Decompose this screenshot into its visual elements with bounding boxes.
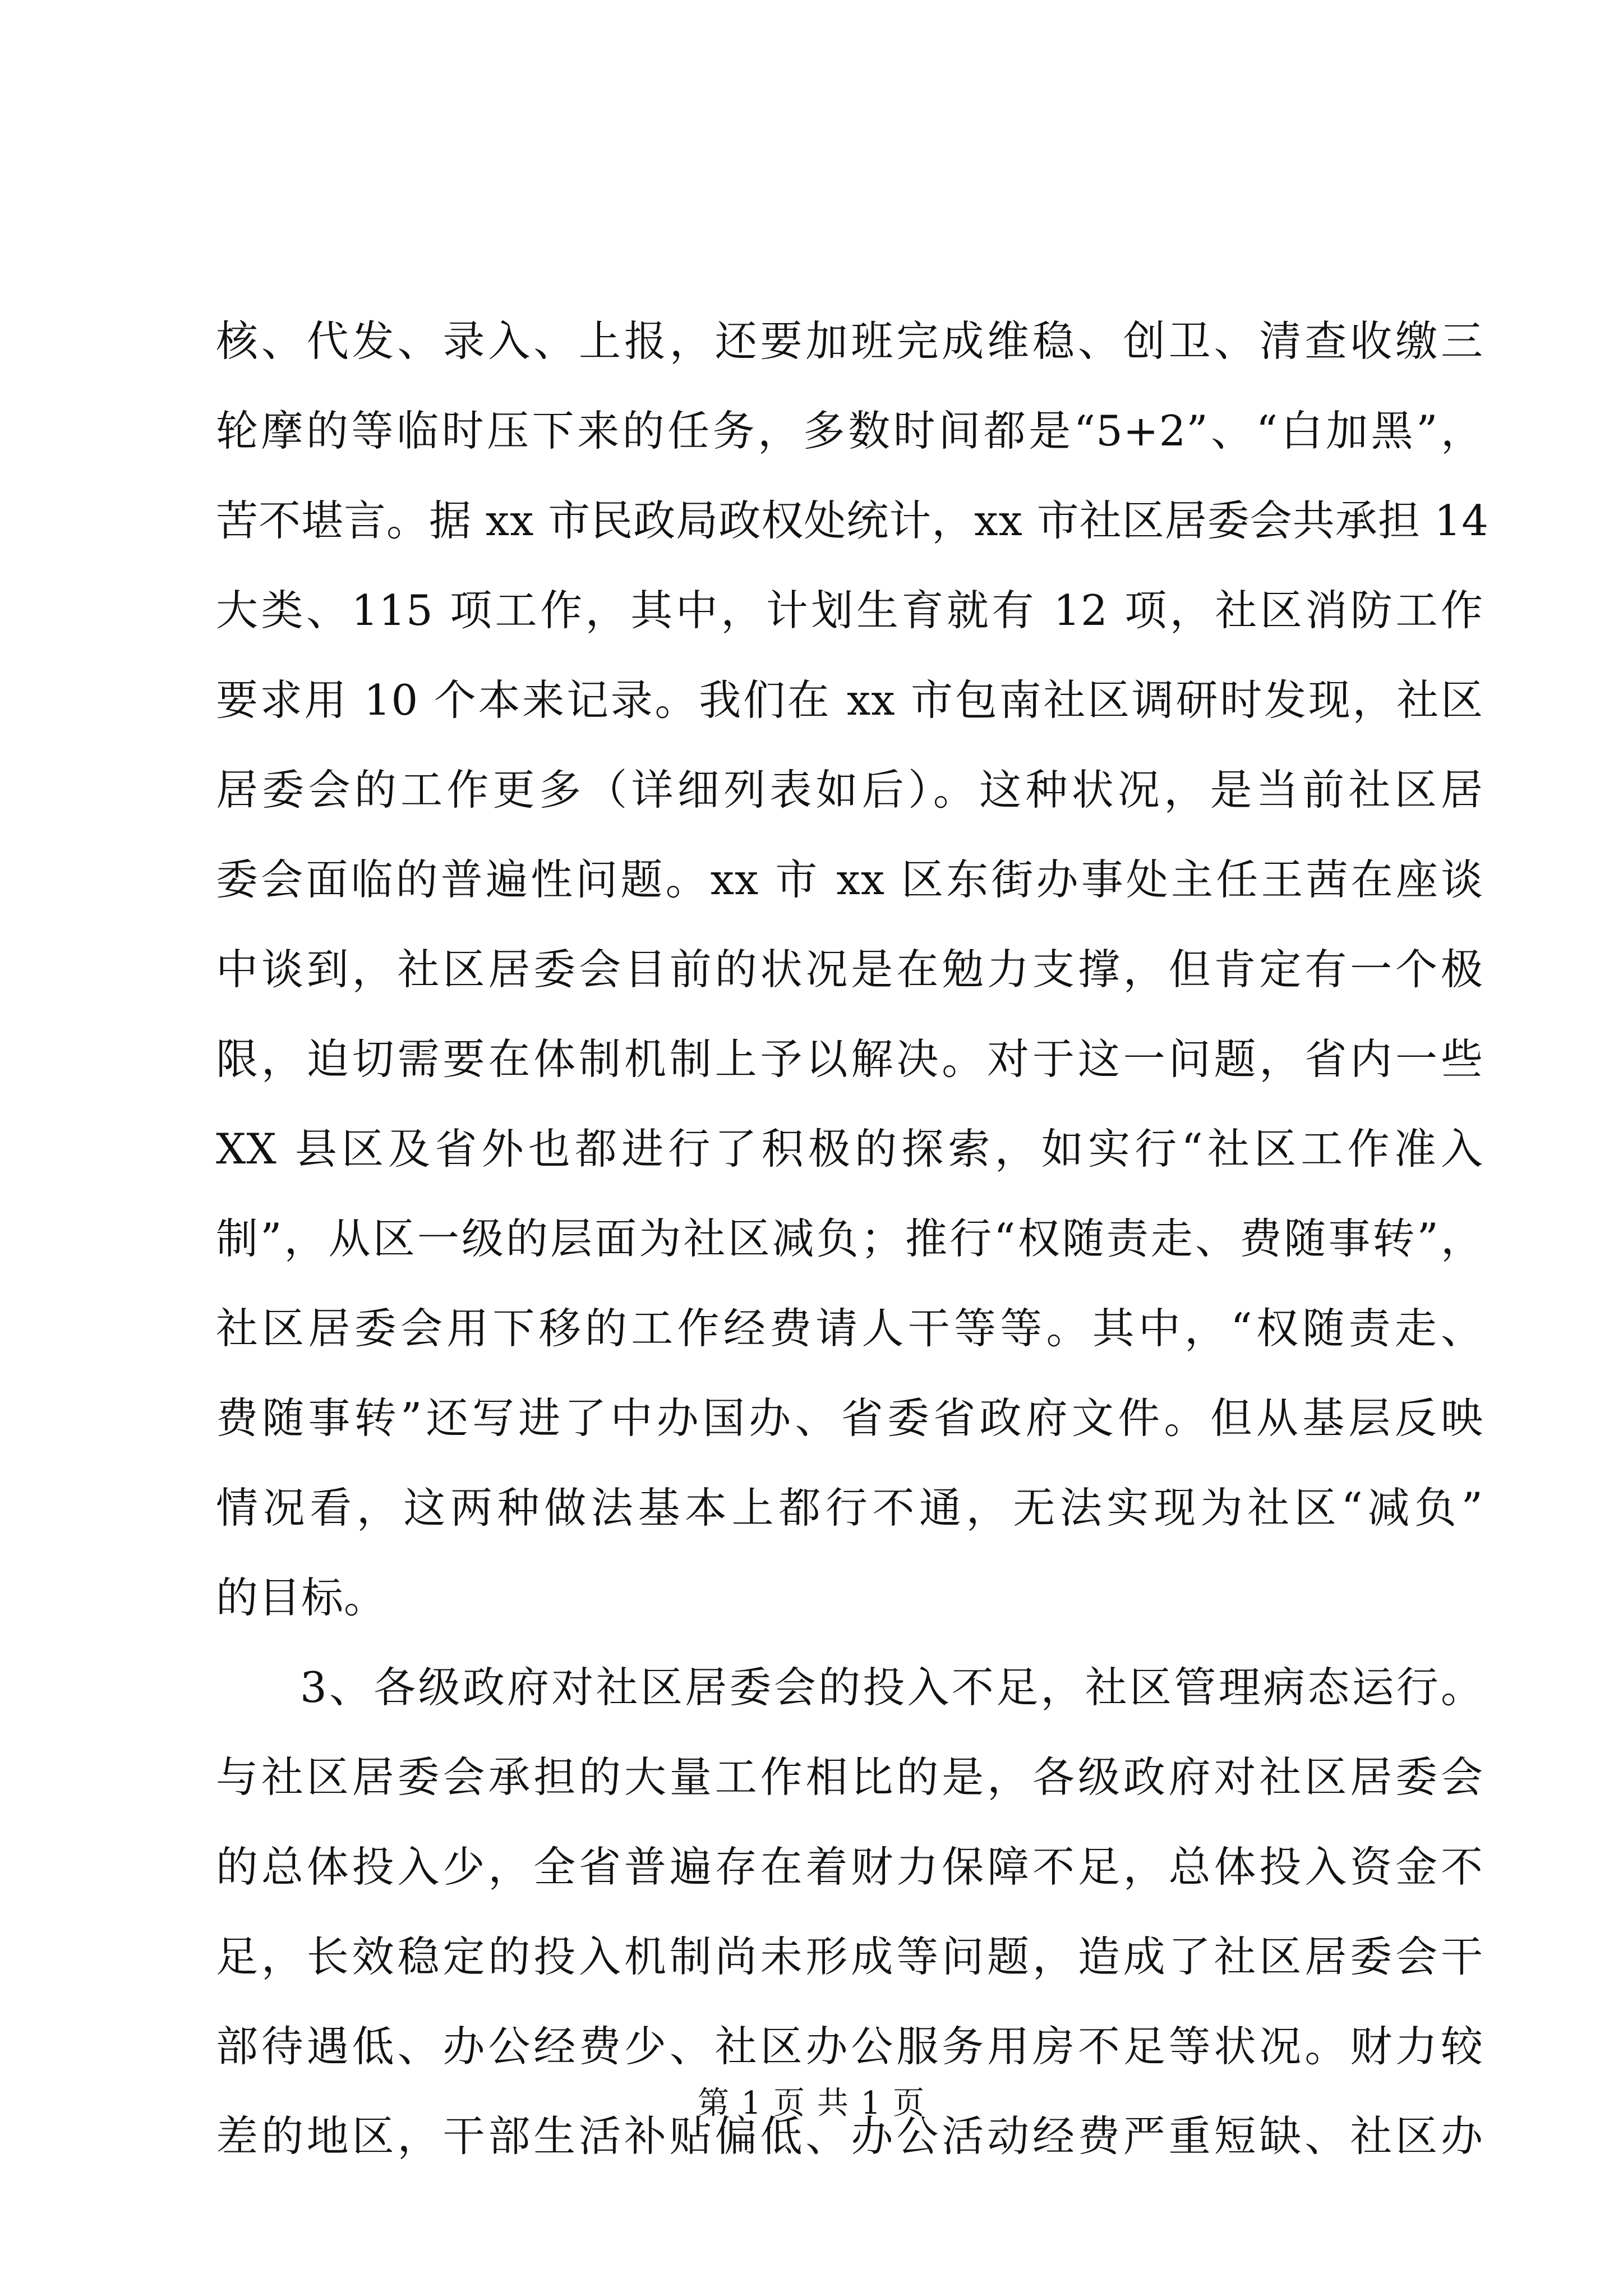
- paragraph-line: 要求用 10 个本来记录。我们在 xx 市包南社区调研时发现，社区: [216, 675, 1483, 725]
- paragraph-line: 苦不堪言。据 xx 市民政局政权处统计，xx 市社区居委会共承担 14: [216, 496, 1489, 545]
- paragraph-line: 与社区居委会承担的大量工作相比的是，各级政府对社区居委会: [216, 1752, 1483, 1802]
- paragraph-line: 情况看，这两种做法基本上都行不通，无法实现为社区“减负”: [216, 1483, 1483, 1533]
- paragraph-line: 的总体投入少，全省普遍存在着财力保障不足，总体投入资金不: [216, 1842, 1483, 1892]
- paragraph-line: 委会面临的普遍性问题。xx 市 xx 区东街办事处主任王茜在座谈: [216, 855, 1483, 904]
- paragraph-line: 居委会的工作更多（详细列表如后）。这种状况，是当前社区居: [216, 765, 1483, 815]
- paragraph-line: 大类、115 项工作，其中，计划生育就有 12 项，社区消防工作: [216, 586, 1483, 635]
- paragraph-line: 部待遇低、办公经费少、社区办公服务用房不足等状况。财力较: [216, 2022, 1483, 2071]
- paragraph-line: XX 县区及省外也都进行了积极的探索，如实行“社区工作准入: [216, 1124, 1483, 1174]
- paragraph-line: 制”，从区一级的层面为社区减负；推行“权随责走、费随事转”，: [216, 1214, 1483, 1263]
- paragraph-line: 轮摩的等临时压下来的任务，多数时间都是“5+2”、“白加黑”，: [216, 406, 1483, 455]
- body-text: [216, 296, 1489, 2181]
- paragraph-line: 足，长效稳定的投入机制尚未形成等问题，造成了社区居委会干: [216, 1932, 1483, 1981]
- paragraph-line: 社区居委会用下移的工作经费请人干等等。其中，“权随责走、: [216, 1304, 1483, 1353]
- paragraph-line: 核、代发、录入、上报，还要加班完成维稳、创卫、清查收缴三: [216, 316, 1483, 366]
- paragraph-line: 差的地区，干部生活补贴偏低、办公活动经费严重短缺、社区办: [216, 2111, 1483, 2161]
- page-footer: 第 1 页 共 1 页: [697, 2085, 926, 2122]
- paragraph-line: 中谈到，社区居委会目前的状况是在勉力支撑，但肯定有一个极: [216, 945, 1483, 994]
- paragraph-line: 3、各级政府对社区居委会的投入不足，社区管理病态运行。: [300, 1663, 1483, 1712]
- paragraph-line: 的目标。: [216, 1573, 387, 1622]
- paragraph-line: 费随事转”还写进了中办国办、省委省政府文件。但从基层反映: [216, 1393, 1483, 1443]
- paragraph-line: 限，迫切需要在体制机制上予以解决。对于这一问题，省内一些: [216, 1034, 1483, 1084]
